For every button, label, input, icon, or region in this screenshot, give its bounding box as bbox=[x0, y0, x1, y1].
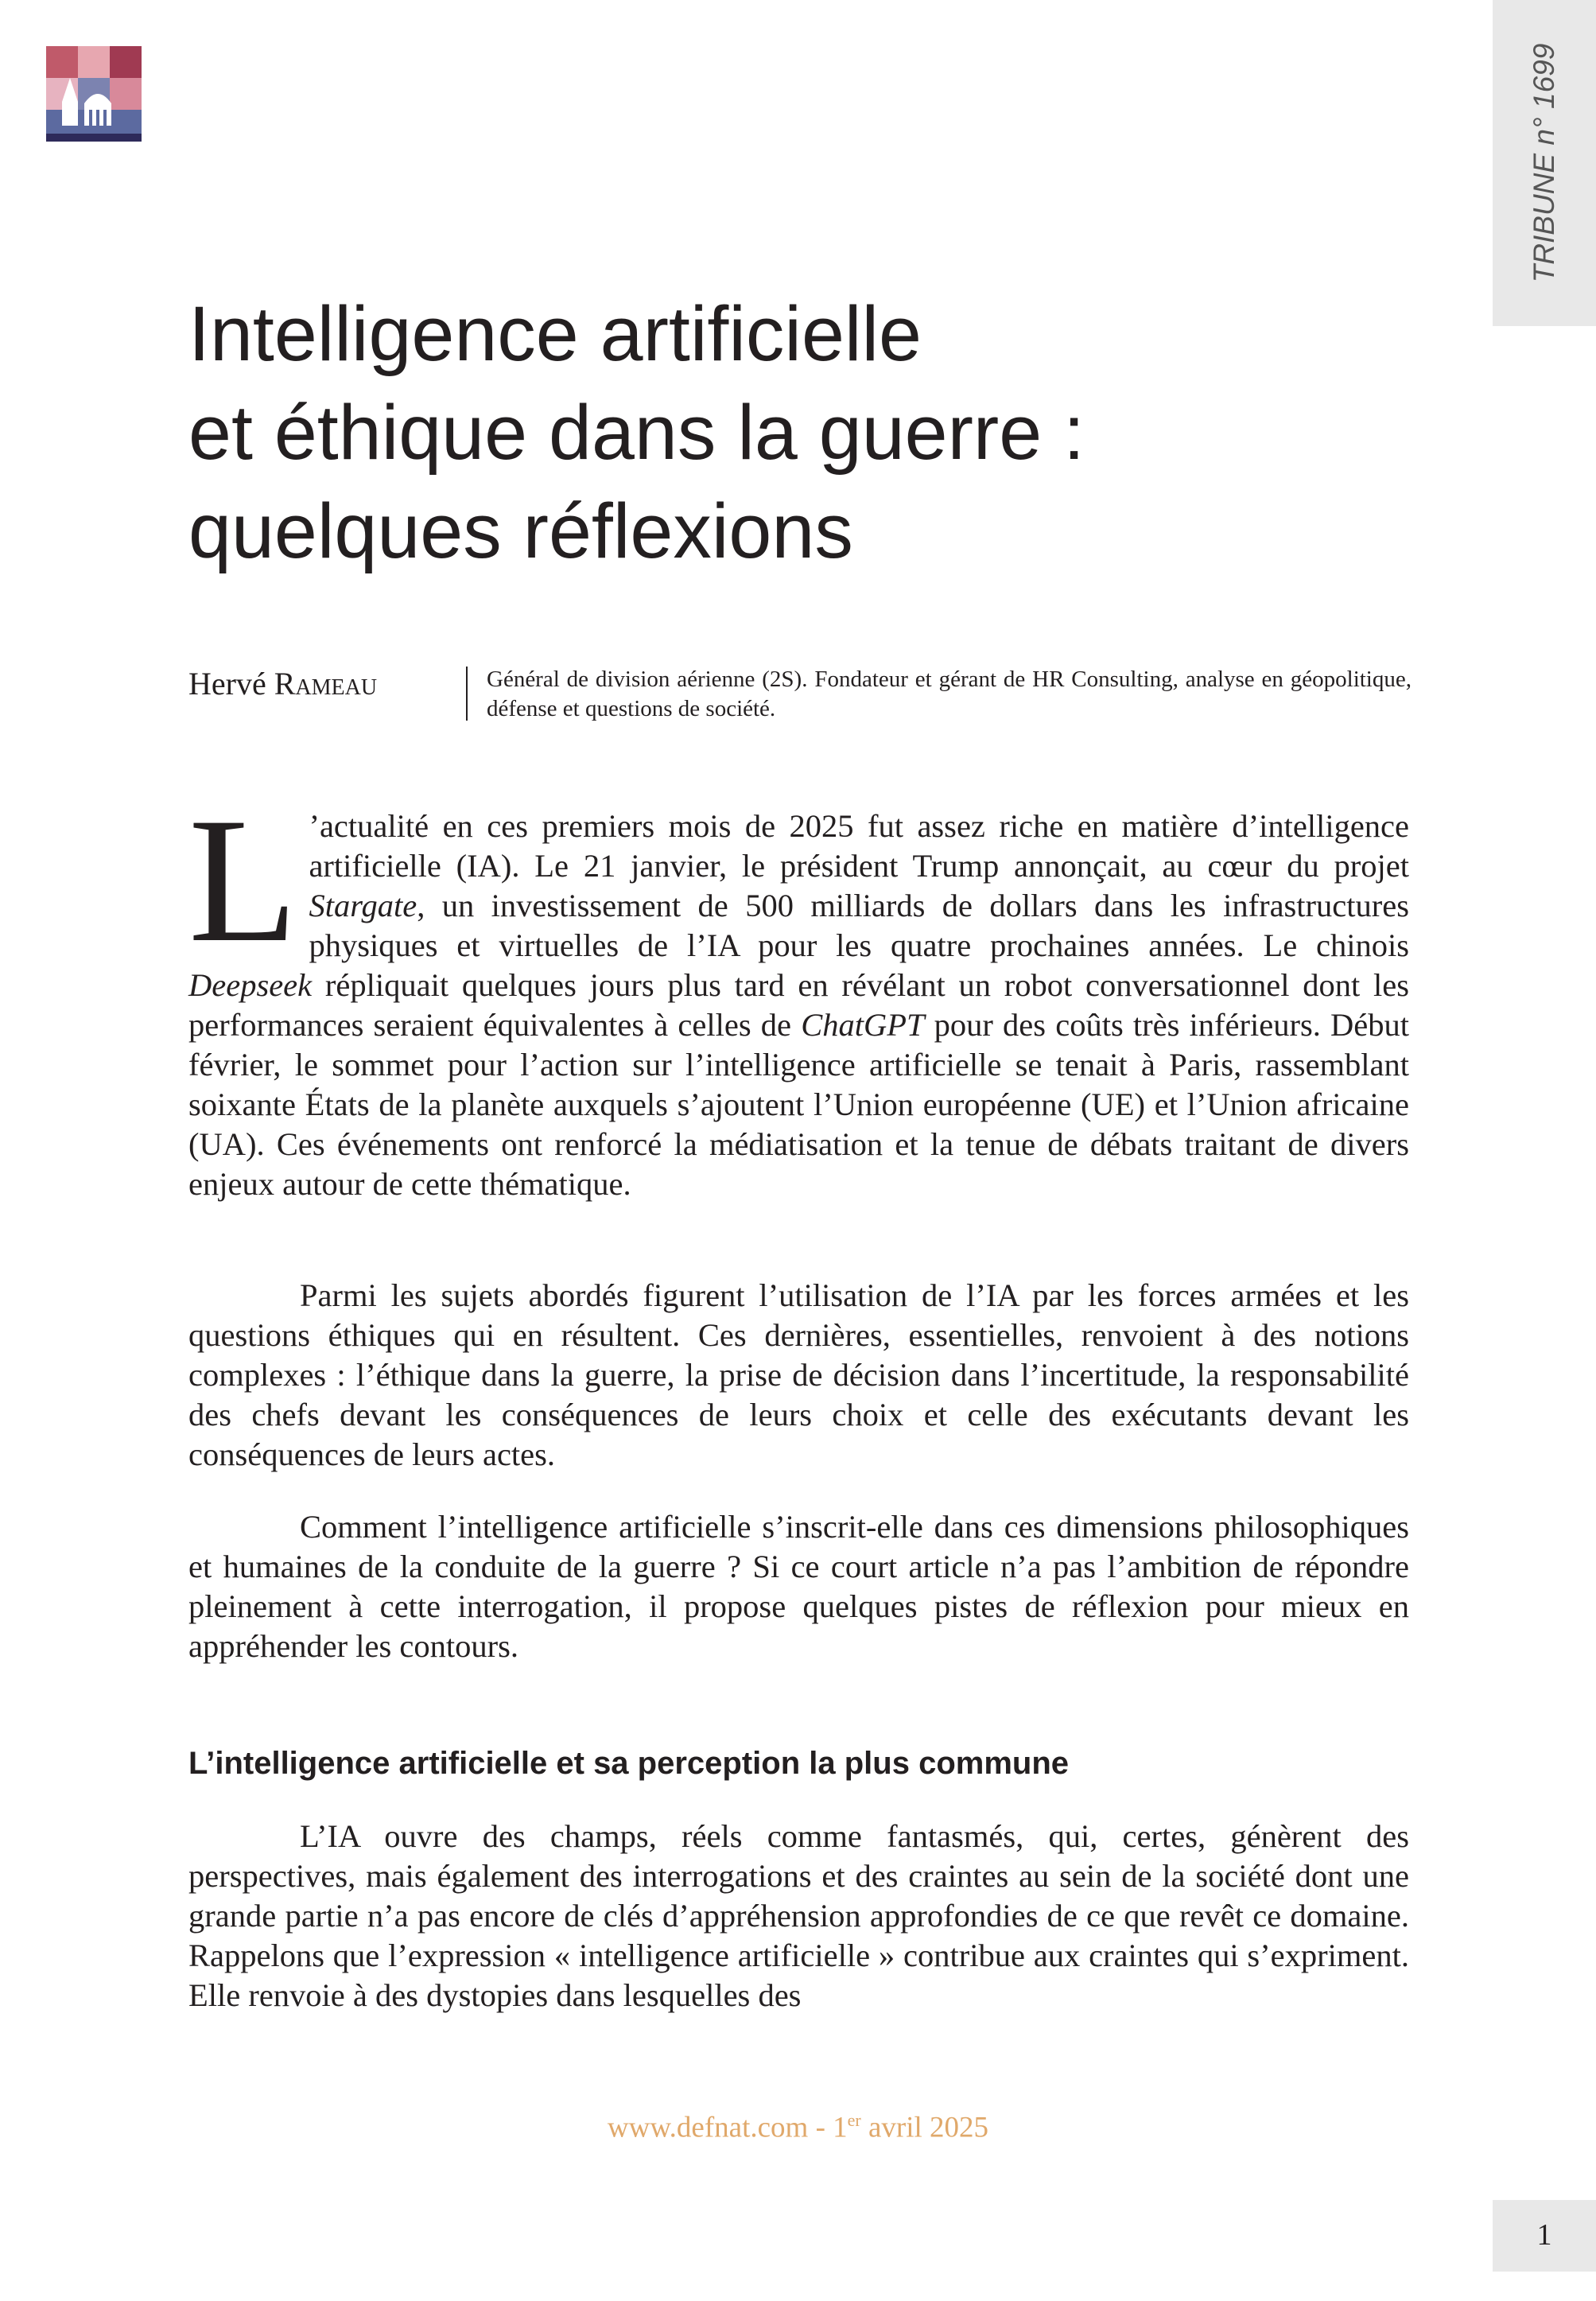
paragraph-text: L’IA ouvre des champs, réels comme fantasmés, qui, certes, génèrent des perspectives, mais également des interrogations et des craintes au sein de la société dont une grande partie n’a pas encore de clés d’appréhension approfondies de ce que revêt ce domaine. Rappelons que l’expression « intelligence artificielle » contribue aux craintes qui s’expriment. Elle renvoie à des dystopies dans lesquelles des bbox=[188, 1818, 1409, 2013]
paragraph-text: Parmi les sujets abordés figurent l’utilisation de l’IA par les forces armées et les questions éthiques qui en résultent. Ces dernières, essentielles, renvoient à des notions complexes : l’éthique dans la guerre, la prise de décision dans l’incertitude, la responsabilité des chefs devant les conséquences de leurs choix et celle des exécutants devant les conséquences de leurs actes. bbox=[188, 1277, 1409, 1472]
text-run: pour des coûts très inférieurs. Début février, le sommet pour l’action sur l’intelligence artificielle se tenait à Paris, rassemblant soixante États de la planète auxquels s’ajoutent l’Union européenne (UE) et l’Union africaine (UA). Ces événements ont renforcé la médiatisation et la tenue de débats traitant de divers enjeux autour de cette thématique. bbox=[188, 1007, 1409, 1202]
drop-cap: L bbox=[188, 780, 298, 979]
section-heading: L’intelligence artificielle et sa perception la plus commune bbox=[188, 1746, 1069, 1781]
article-title bbox=[188, 285, 1421, 581]
text-run: ’actualité en ces premiers mois de 2025 fut assez riche en matière d’intelligence artificielle (IA). Le 21 janvier, le président Trump annonçait, au cœur du projet bbox=[309, 808, 1409, 884]
institution-logo-icon bbox=[46, 46, 142, 142]
body-paragraph bbox=[188, 1817, 1409, 2015]
text-run: , un investissement de 500 milliards de dollars dans les infrastructures physiques et virtuelles de l’IA pour les quatre prochaines années. Le chinois bbox=[309, 888, 1409, 963]
body-paragraph bbox=[188, 1276, 1409, 1475]
text-run: répliquait quelques jours plus tard en révélant un robot conversationnel dont les performances seraient équivalentes à celles de bbox=[188, 967, 1409, 1043]
author-bio: Général de division aérienne (2S). Fondateur et gérant de HR Consulting, analyse en géopolitique, défense et questions de société. bbox=[487, 667, 1412, 721]
paragraph-text: Comment l’intelligence artificielle s’inscrit-elle dans ces dimensions philosophiques et humaines de la conduite de la guerre ? Si ce court article n’a pas l’ambition de répondre pleinement à cette interrogation, il propose quelques pistes de réflexion pour mieux en appréhender les contours. bbox=[188, 1509, 1409, 1664]
footer-date: avril 2025 bbox=[860, 2111, 989, 2144]
page-number: 1 bbox=[1536, 2218, 1552, 2252]
body-paragraph bbox=[188, 1507, 1409, 1666]
text-emphasis: Deepseek bbox=[188, 967, 313, 1003]
tribune-label: TRIBUNE n° 1699 bbox=[1528, 43, 1560, 283]
author-divider bbox=[466, 667, 468, 721]
title-line: quelques réflexions bbox=[188, 488, 853, 574]
title-line: Intelligence artificielle bbox=[188, 290, 922, 377]
text-emphasis: ChatGPT bbox=[801, 1007, 925, 1043]
footer-site[interactable]: www.defnat.com - 1 bbox=[607, 2111, 848, 2144]
body-paragraph bbox=[188, 780, 1409, 1204]
author-name bbox=[188, 663, 377, 705]
tribune-tab bbox=[1493, 0, 1596, 326]
title-line: et éthique dans la guerre : bbox=[188, 389, 1085, 476]
author-last-name: Rameau bbox=[274, 666, 378, 702]
page-number-box bbox=[1493, 2200, 1596, 2272]
footer-superscript: er bbox=[847, 2110, 861, 2130]
author-first-name: Hervé bbox=[188, 666, 266, 702]
footer bbox=[0, 2110, 1596, 2144]
text-emphasis: Stargate bbox=[309, 888, 417, 923]
